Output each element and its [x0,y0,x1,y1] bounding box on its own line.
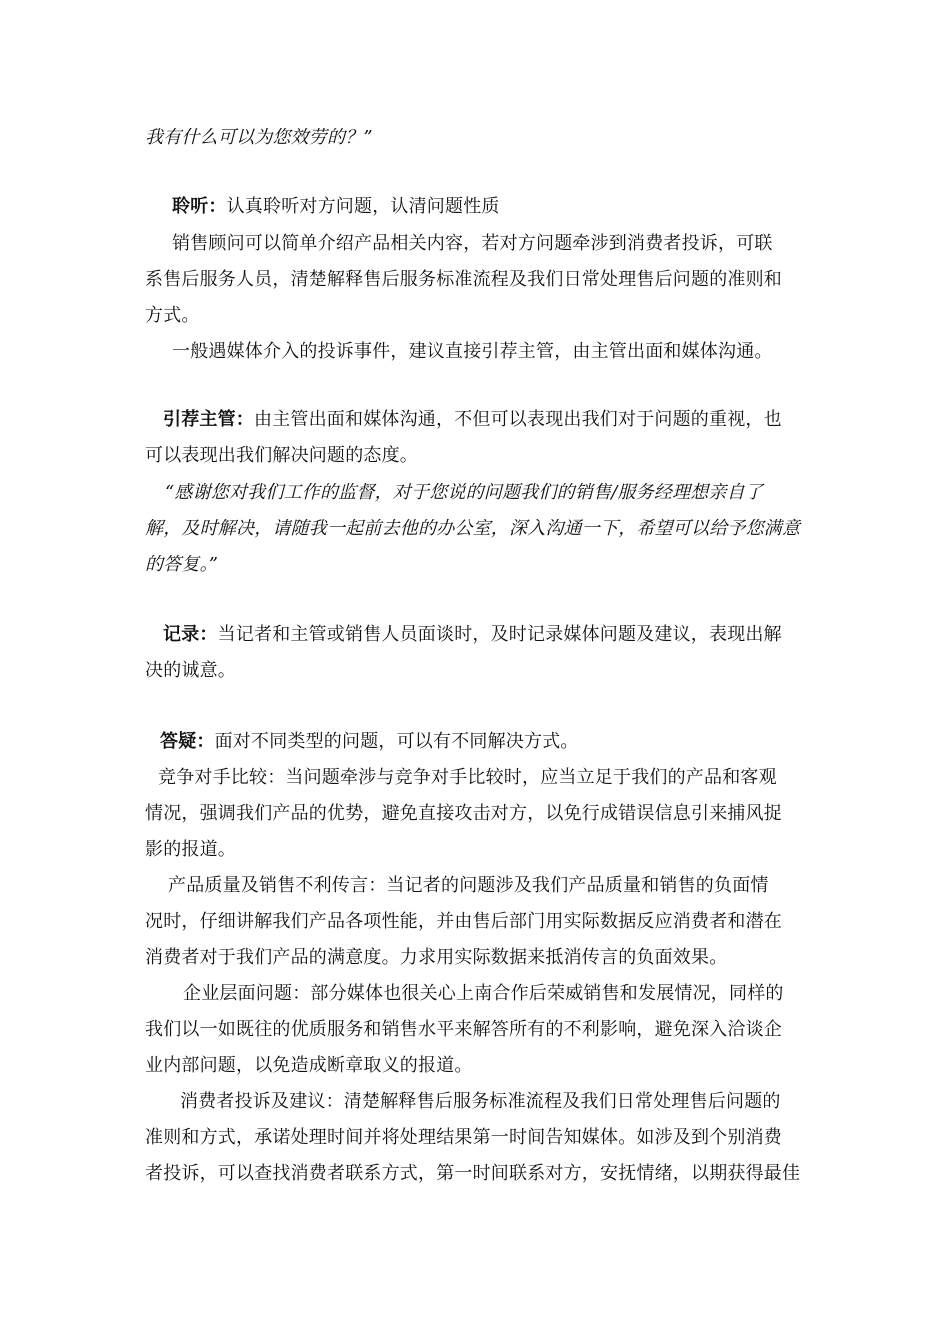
quote-line: 的答复。” [145,554,219,575]
paragraph-line: 系售后服务人员，清楚解释售后服务标准流程及我们日常处理售后问题的准则和 [145,269,782,290]
quote-closing-line: 我有什么可以为您效劳的？” [145,127,373,148]
paragraph-line: 况时，仔细讲解我们产品各项性能，并由售后部门用实际数据反应消费者和潜在 [145,911,782,932]
paragraph-line: 我们以一如既往的优质服务和销售水平来解答所有的不利影响，避免深入洽谈企 [145,1019,782,1040]
quote-line: “感谢您对我们工作的监督，对于您说的问题我们的销售/服务经理想亲自了 [165,482,764,503]
record-heading-line [163,623,828,647]
paragraph-line: 决的诚意。 [145,660,236,681]
paragraph-line: 业内部问题，以免造成断章取义的报道。 [145,1055,473,1076]
listen-heading-line [172,195,837,219]
answer-text: 面对不同类型的问题，可以有不同解决方式。 [214,731,579,752]
quote-line: 解，及时解决，请随我一起前去他的办公室，深入沟通一下，希望可以给予您满意 [145,518,801,539]
recommend-label: 引荐主管： [163,409,254,430]
paragraph-line: 竞争对手比较：当问题牵涉与竞争对手比较时，应当立足于我们的产品和客观 [158,767,777,788]
recommend-heading-line [163,408,828,432]
paragraph-line: 一般遇媒体介入的投诉事件，建议直接引荐主管，由主管出面和媒体沟通。 [172,341,773,362]
answer-label: 答疑： [160,731,215,752]
listen-text: 认真聆听对方问题，认清问题性质 [226,196,500,217]
paragraph-line: 准则和方式，承诺处理时间并将处理结果第一时间告知媒体。如涉及到个别消费 [145,1127,782,1148]
paragraph-line: 情况，强调我们产品的优势，避免直接攻击对方，以免行成错误信息引来捕风捉 [145,803,782,824]
paragraph-line: 可以表现出我们解决问题的态度。 [145,445,418,466]
answer-heading-line [160,730,825,754]
listen-label: 聆听： [172,196,227,217]
record-label: 记录： [163,624,218,645]
paragraph-line: 企业层面问题：部分媒体也很关心上南合作后荣威销售和发展情况，同样的 [183,983,784,1004]
paragraph-line: 影的报道。 [145,839,236,860]
paragraph-line: 方式。 [145,305,200,326]
paragraph-line: 消费者对于我们产品的满意度。力求用实际数据来抵消传言的负面效果。 [145,947,728,968]
paragraph-line: 产品质量及销售不利传言：当记者的问题涉及我们产品质量和销售的负面情 [168,875,769,896]
record-text: 当记者和主管或销售人员面谈时，及时记录媒体问题及建议，表现出解 [217,624,782,645]
recommend-text: 由主管出面和媒体沟通，不但可以表现出我们对于问题的重视，也 [254,409,782,430]
paragraph-line: 销售顾问可以简单介绍产品相关内容，若对方问题牵涉到消费者投诉，可联 [172,233,773,254]
paragraph-line: 者投诉，可以查找消费者联系方式，第一时间联系对方，安抚情绪，以期获得最佳 [145,1163,801,1184]
paragraph-line: 消费者投诉及建议：清楚解释售后服务标准流程及我们日常处理售后问题的 [180,1091,781,1112]
